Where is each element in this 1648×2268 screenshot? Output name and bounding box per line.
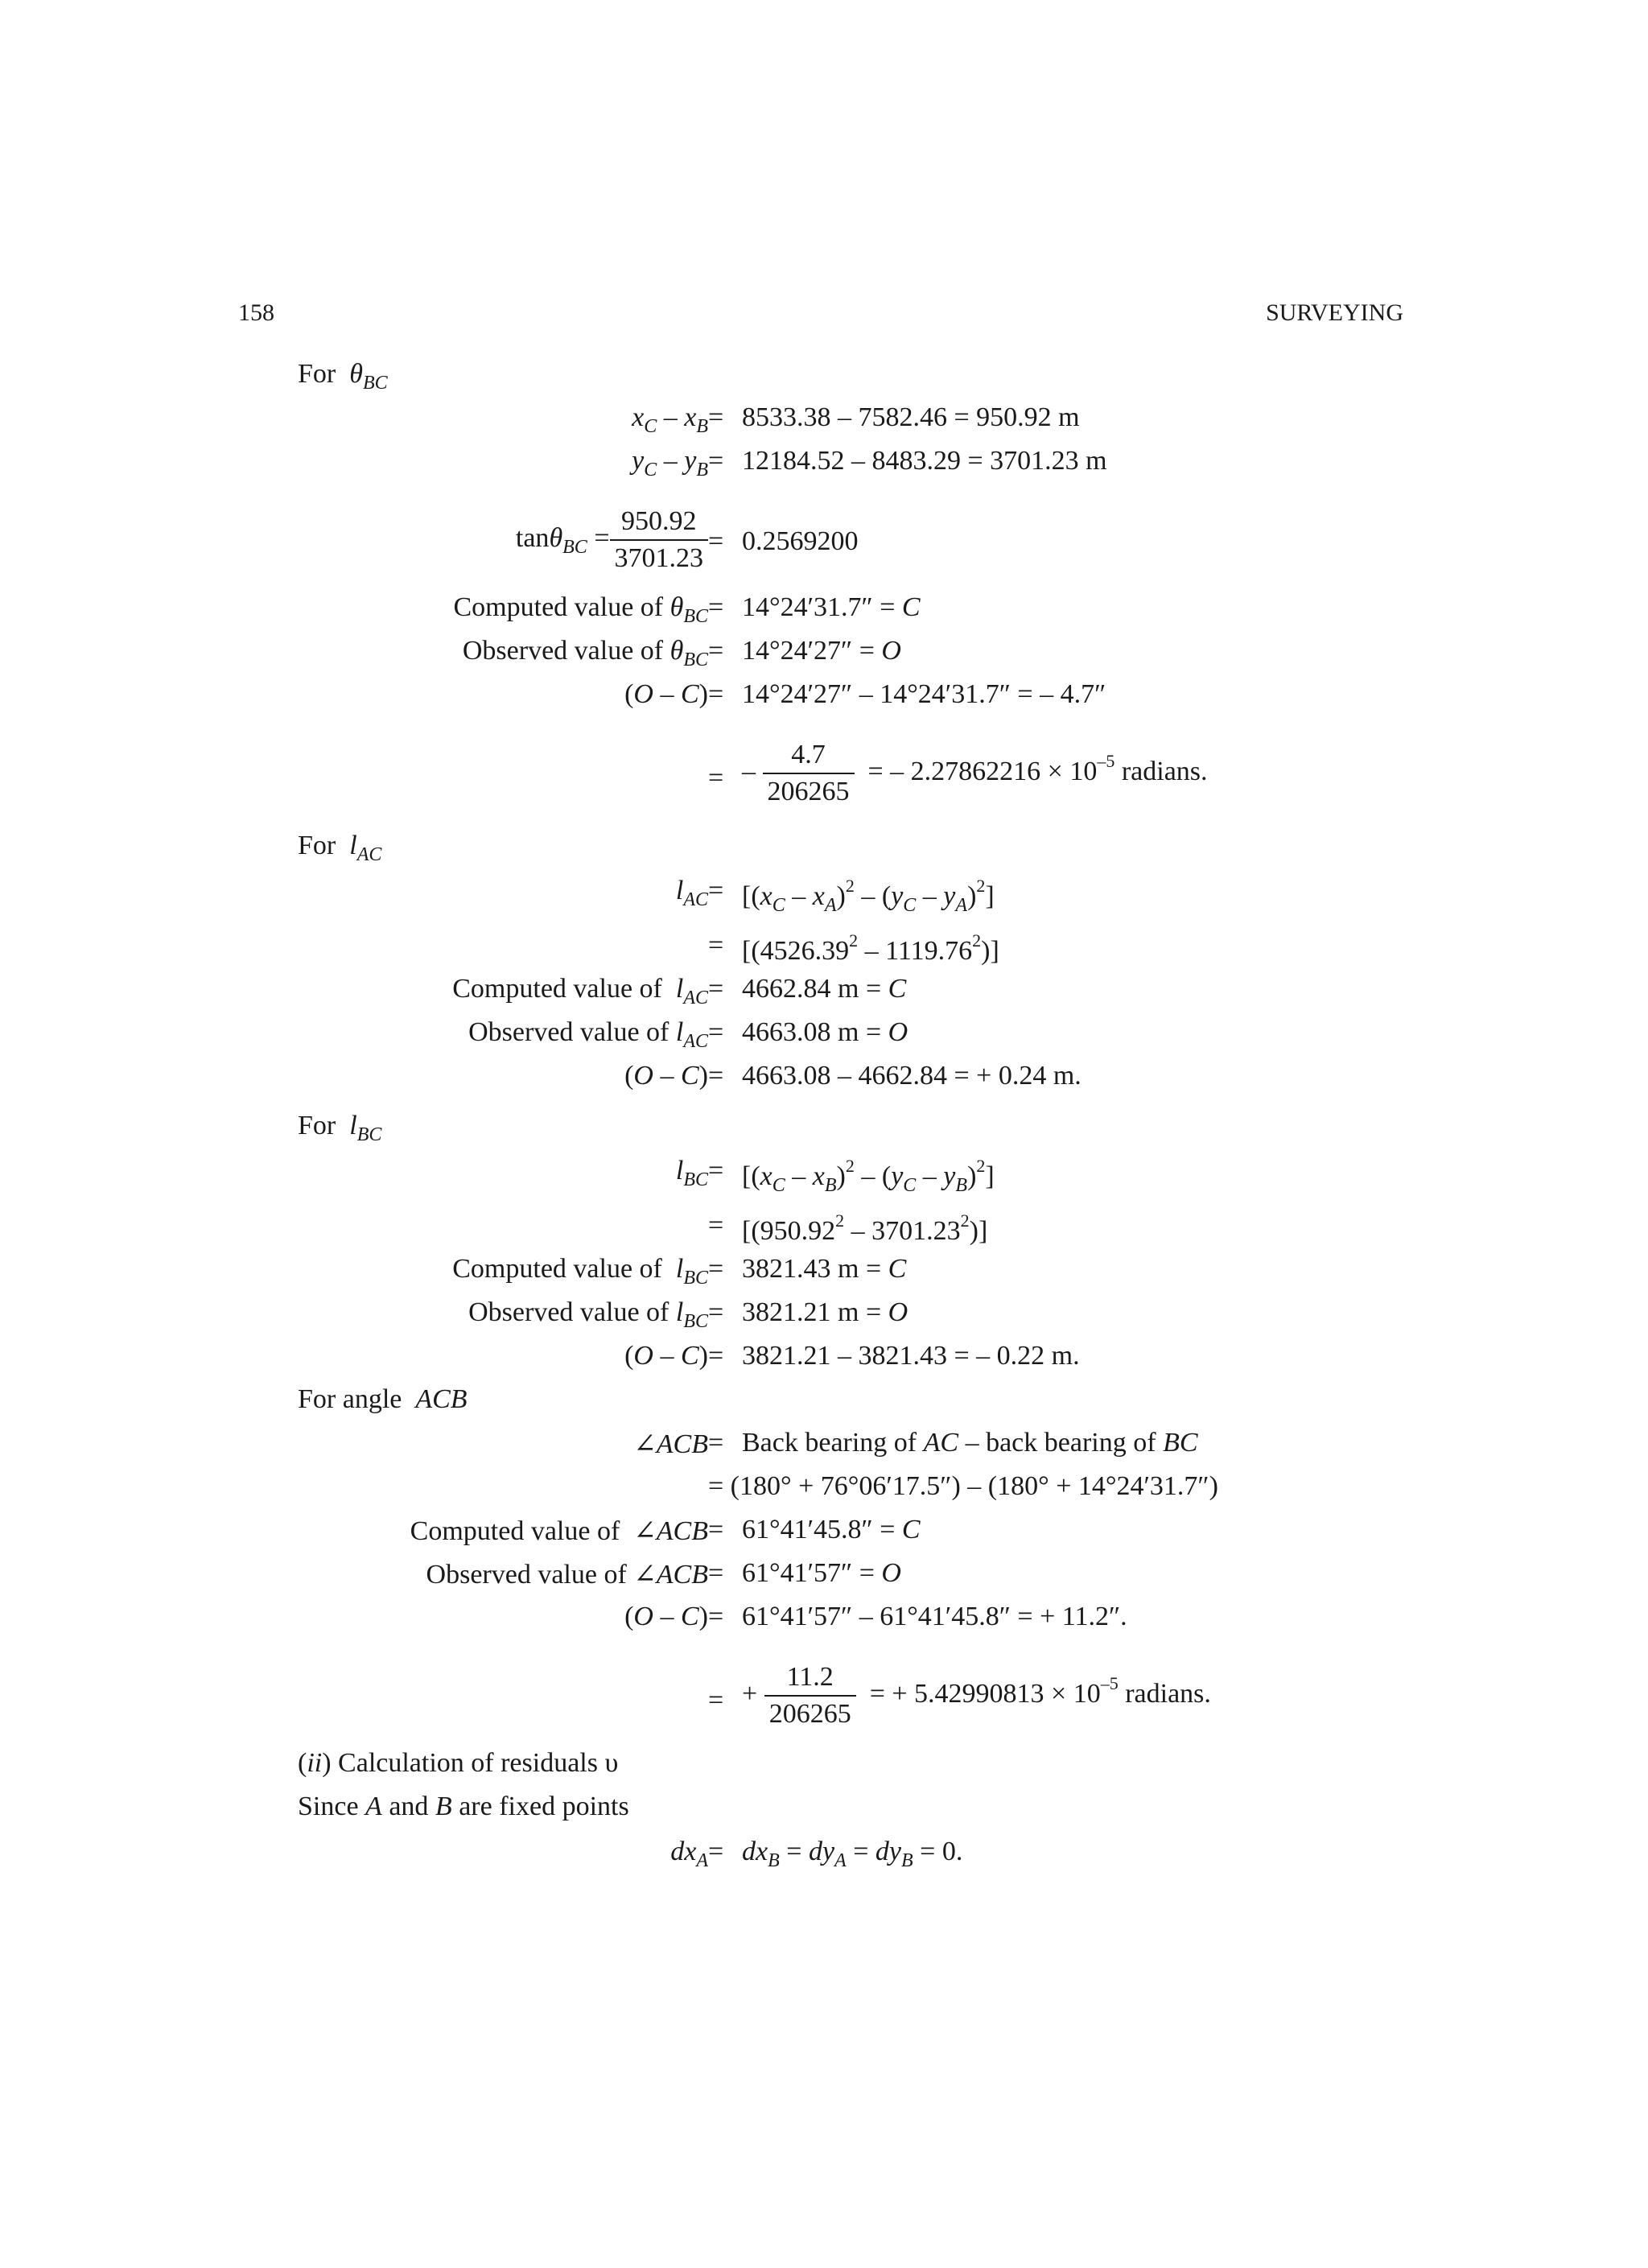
row-observed-l-ac: Observed value of $l_{AC}$ = 4663.08 m = O (468, 1017, 908, 1052)
row-tan-theta-bc: tanθ$_{BC}$ = $\frac{950.92}{3701.23}$ = 0.2569200 (0, 504, 1648, 576)
row-yc-yb: $y_C - y_B$ = 12184.52 – 8483.29 = 3701.23 m (632, 446, 1107, 480)
row-xc-xb: $x_C - x_B$ = 8533.38 – 7582.46 = 950.92 m (632, 402, 1080, 437)
section-heading-l-bc: For $l_{BC}$ (298, 1111, 382, 1145)
row-observed-angle-acb: Observed value of ∠ACB = 61°41′57″ = O (426, 1558, 901, 1590)
row-oc-l-bc: (O – C) = 3821.21 – 3821.43 = – 0.22 m. (624, 1341, 1080, 1371)
row-dx-dy-zero: $dx_A$ = $dx_B = dy_A = dy_B = 0$. (670, 1837, 963, 1871)
row-computed-theta-bc: Computed value of $\theta_{BC}$ = 14°24′31.7″ = C (453, 592, 921, 627)
running-title: SURVEYING (1266, 299, 1403, 326)
row-l-ac-formula: $l_{AC}$ = $[(x_C - x_A)^2 - (y_C - y_A)^2]$ (675, 876, 995, 916)
row-oc-theta-bc: (O – C) = 14°24′27″ – 14°24′31.7″ = – 4.7″ (624, 679, 1106, 709)
section-heading-theta-bc: For $\theta_{BC}$ (298, 359, 388, 394)
residuals-heading: (ii) Calculation of residuals υ (298, 1748, 619, 1778)
row-l-ac-substitution: = [(4526.39$^2$ – 1119.76$^2$)] (708, 930, 999, 966)
row-angle-acb-expansion: = (180° + 76°06′17.5″) – (180° + 14°24′31.7″) (708, 1471, 1218, 1501)
row-computed-angle-acb: Computed value of ∠ACB = 61°41′45.8″ = C (410, 1515, 921, 1546)
row-l-bc-substitution: = [(950.92$^2$ – 3701.23$^2$)] (708, 1210, 988, 1246)
row-l-bc-formula: $l_{BC}$ = $[(x_C - x_B)^2 - (y_C - y_B)^2]$ (675, 1156, 995, 1196)
row-oc-l-ac: (O – C) = 4663.08 – 4662.84 = + 0.24 m. (624, 1061, 1082, 1091)
page-number: 158 (238, 299, 274, 326)
row-radians-theta-bc: = – $\frac{4.7}{206265}$ = – $2.27862216 \times 10^{-5}$ radians. (0, 737, 1648, 818)
section-heading-angle-acb: For angle ACB (298, 1384, 468, 1414)
row-computed-l-ac: Computed value of $l_{AC}$ = 4662.84 m = C (452, 974, 907, 1008)
row-observed-l-bc: Observed value of $l_{BC}$ = 3821.21 m = O (468, 1297, 908, 1332)
row-observed-theta-bc: Observed value of $\theta_{BC}$ = 14°24′27″ = O (462, 636, 901, 670)
row-oc-angle-acb: (O – C) = 61°41′57″ – 61°41′45.8″ = + 11.2″. (624, 1602, 1127, 1631)
row-computed-l-bc: Computed value of $l_{BC}$ = 3821.43 m = C (452, 1254, 907, 1289)
row-angle-acb-definition: ∠ACB = Back bearing of AC – back bearing of BC (633, 1428, 1198, 1459)
row-radians-angle-acb: = + $\frac{11.2}{206265}$ = + $5.42990813 \times 10^{-5}$ radians. (0, 1660, 1648, 1740)
residuals-since-text: Since A and B are fixed points (298, 1792, 629, 1821)
section-heading-l-ac: For $l_{AC}$ (298, 831, 382, 865)
